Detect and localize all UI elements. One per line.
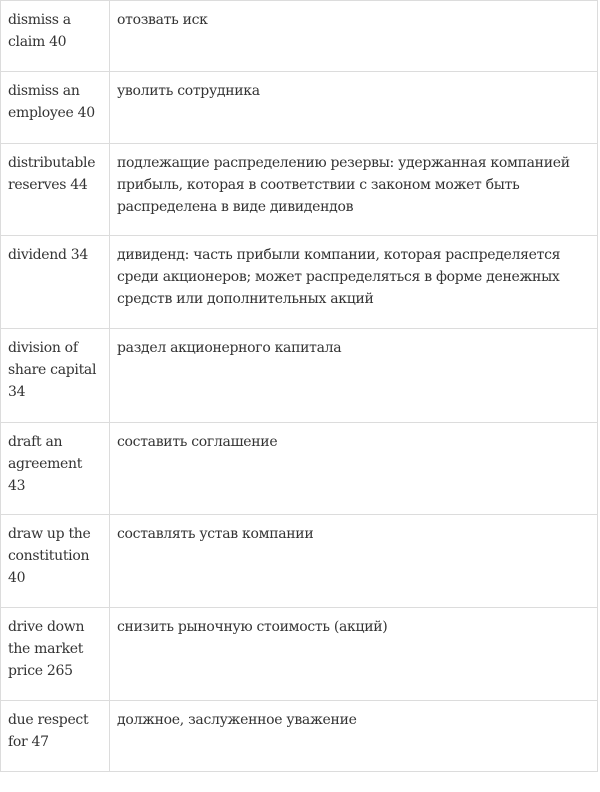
- definition-cell: подлежащие распределению резервы: удержанная компанией прибыль, которая в соответствии с законом может быть распределена в виде дивидендов: [110, 144, 598, 236]
- table-row: [1, 608, 598, 701]
- definition-cell: снизить рыночную стоимость (акций): [110, 608, 598, 701]
- definition-cell: должное, заслуженное уважение: [110, 701, 598, 772]
- table-row: [1, 515, 598, 608]
- definition-cell: составлять устав компании: [110, 515, 598, 608]
- definition-cell: дивиденд: часть прибыли компании, которая распределяется среди акционеров; может распределяться в форме денежных средств или дополнительных акций: [110, 236, 598, 329]
- term-cell: dismiss a claim 40: [1, 1, 110, 72]
- table-row: [1, 423, 598, 515]
- table-row: [1, 72, 598, 144]
- table-row: [1, 329, 598, 423]
- term-cell: distributable reserves 44: [1, 144, 110, 236]
- table-row: [1, 1, 598, 72]
- table-row: [1, 236, 598, 329]
- term-cell: draw up the constitution 40: [1, 515, 110, 608]
- term-cell: dismiss an employee 40: [1, 72, 110, 144]
- definition-cell: раздел акционерного капитала: [110, 329, 598, 423]
- term-cell: dividend 34: [1, 236, 110, 329]
- table-row: [1, 701, 598, 772]
- term-cell: drive down the market price 265: [1, 608, 110, 701]
- definition-cell: отозвать иск: [110, 1, 598, 72]
- term-cell: due respect for 47: [1, 701, 110, 772]
- term-cell: draft an agreement 43: [1, 423, 110, 515]
- definition-cell: составить соглашение: [110, 423, 598, 515]
- term-cell: division of share capital 34: [1, 329, 110, 423]
- definition-cell: уволить сотрудника: [110, 72, 598, 144]
- table-row: [1, 144, 598, 236]
